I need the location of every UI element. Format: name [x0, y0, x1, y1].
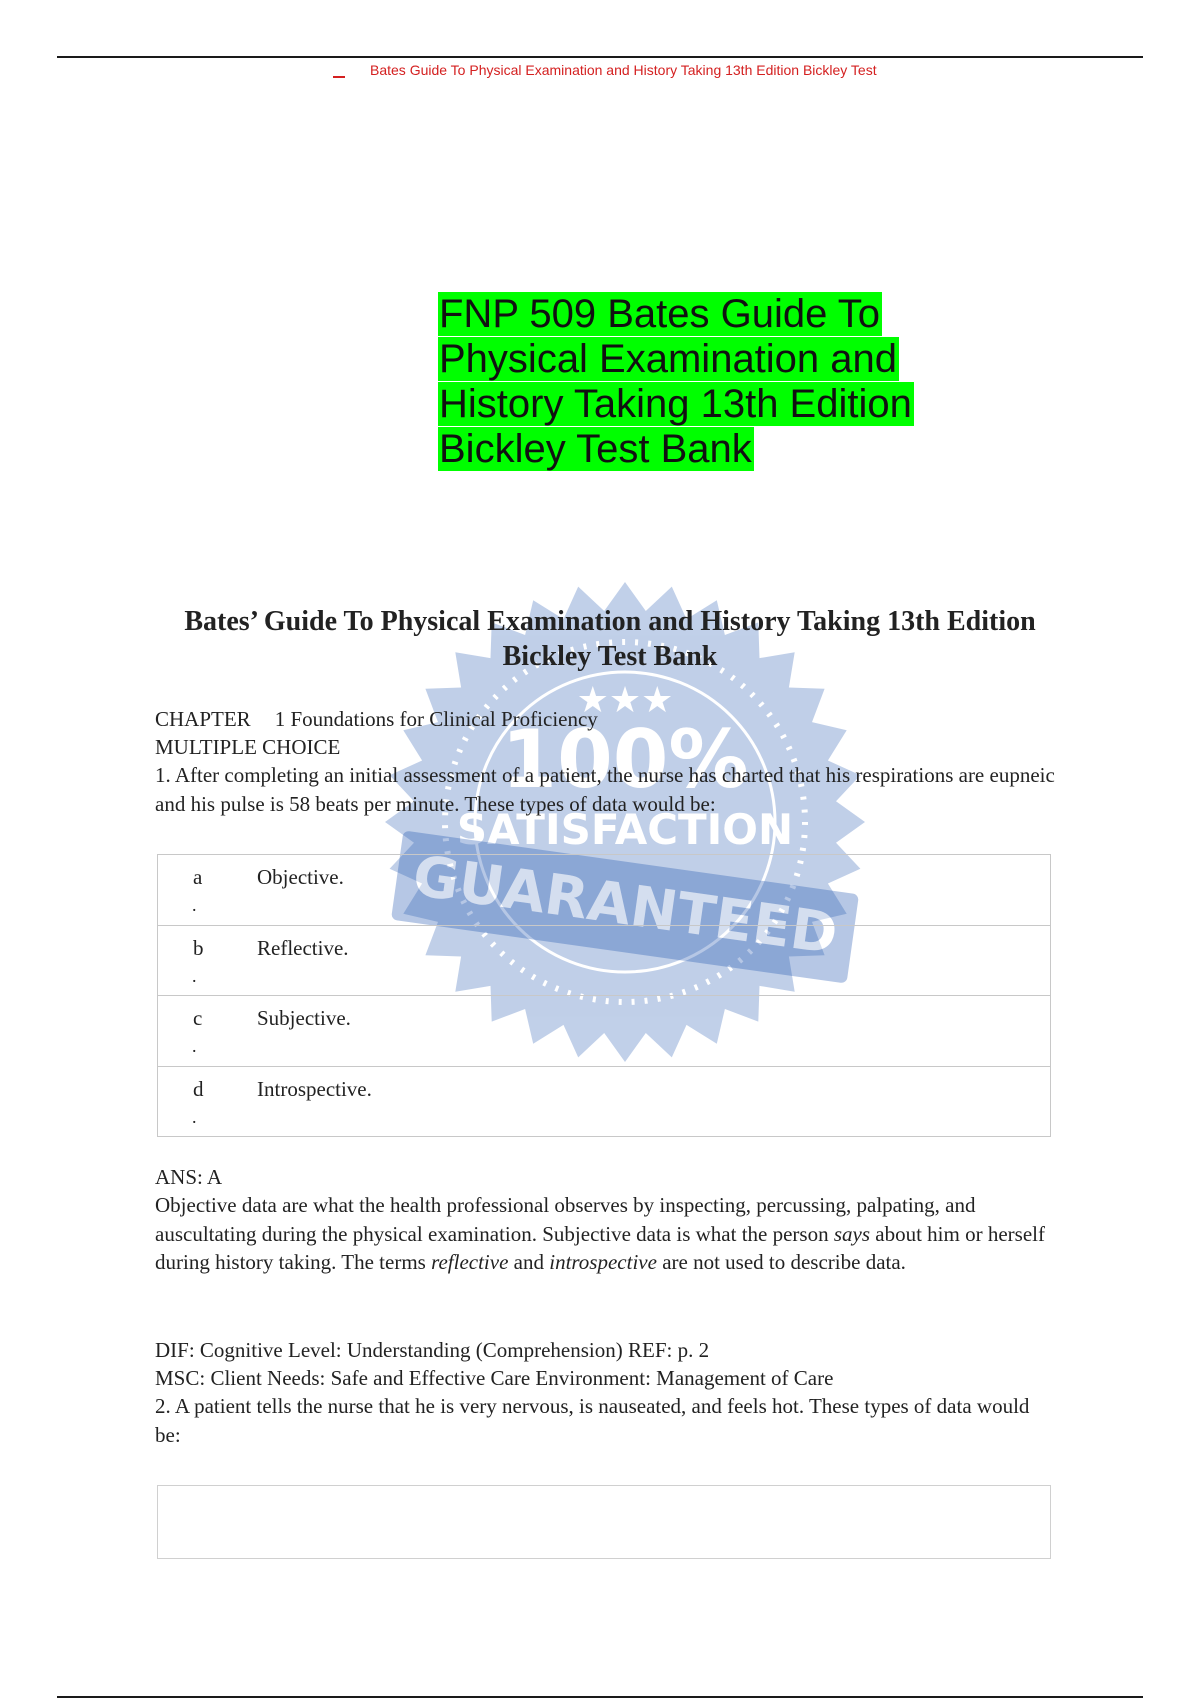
highlighted-title-banner [438, 292, 998, 472]
option-text: Subjective. [257, 1006, 351, 1030]
option-dot: . [192, 1106, 197, 1127]
client-needs-line: MSC: Client Needs: Safe and Effective Care Environment: Management of Care [155, 1366, 834, 1390]
rationale-emphasis-reflective: reflective [431, 1250, 509, 1274]
banner-title: FNP 509 Bates Guide To Physical Examination and History Taking 13th Edition Bickley Test Bank [439, 292, 912, 471]
question-2: 2. A patient tells the nurse that he is very nervous, is nauseated, and feels hot. These types of data would be: [155, 1394, 1030, 1447]
header-mark [333, 76, 345, 81]
seal-stars: ★★★ [576, 680, 674, 721]
option-text: Reflective. [257, 935, 349, 960]
document-title: Bates’ Guide To Physical Examination and History Taking 13th Edition Bickley Test Bank [184, 606, 1036, 672]
seal-percent: 100% [501, 713, 749, 806]
answer-option-row [158, 926, 1050, 997]
answer-option-row [158, 996, 1050, 1067]
rationale-text-3: and [508, 1250, 550, 1274]
seal-guaranteed: GUARANTEED [408, 843, 842, 968]
rationale-text-1: Objective data are what the health professional observes by inspecting, percussing, palpating, and auscultating during the physical examination. Subjective data is what the person [155, 1193, 976, 1246]
difficulty-line: DIF: Cognitive Level: Understanding (Comprehension) REF: p. 2 [155, 1338, 710, 1362]
bottom-rule [57, 1696, 1143, 1698]
running-header: Bates Guide To Physical Examination and History Taking 13th Edition Bickley Test [370, 62, 877, 78]
option-dot: . [192, 895, 197, 915]
rationale-emphasis-says: says [833, 1221, 871, 1246]
option-text: Objective. [257, 865, 344, 889]
option-letter: b [193, 935, 204, 960]
top-rule [57, 56, 1143, 58]
question-1: 1. After completing an initial assessment of a patient, the nurse has charted that his respirations are eupneic and his pulse is 58 beats per minute. These types of data would be: [155, 763, 1055, 816]
answer-key: ANS: A [155, 1165, 223, 1189]
answer-option-row [158, 855, 1050, 926]
chapter-heading [155, 705, 1055, 734]
section-heading: MULTIPLE CHOICE [155, 735, 341, 759]
chapter-name: 1 Foundations for Clinical Proficiency [274, 707, 598, 731]
option-letter: a [193, 865, 203, 889]
rationale-text-4: are not used to describe data. [656, 1250, 906, 1274]
option-dot: . [192, 1036, 197, 1056]
answer-options-table-2 [157, 1485, 1051, 1559]
chapter-label: CHAPTER [155, 707, 251, 731]
answer-options-table [157, 854, 1051, 1137]
rationale-paragraph [155, 1191, 1055, 1277]
seal-satisfaction: SATISFACTION [456, 805, 794, 854]
option-letter: d [193, 1076, 204, 1101]
rationale-text-2: about him or herself during history taking. The terms [155, 1221, 1045, 1274]
rationale-emphasis-introspective: introspective [549, 1250, 657, 1274]
option-text: Introspective. [257, 1076, 372, 1101]
option-dot: . [192, 965, 197, 986]
answer-option-row [158, 1067, 1050, 1137]
option-letter: c [193, 1006, 203, 1030]
